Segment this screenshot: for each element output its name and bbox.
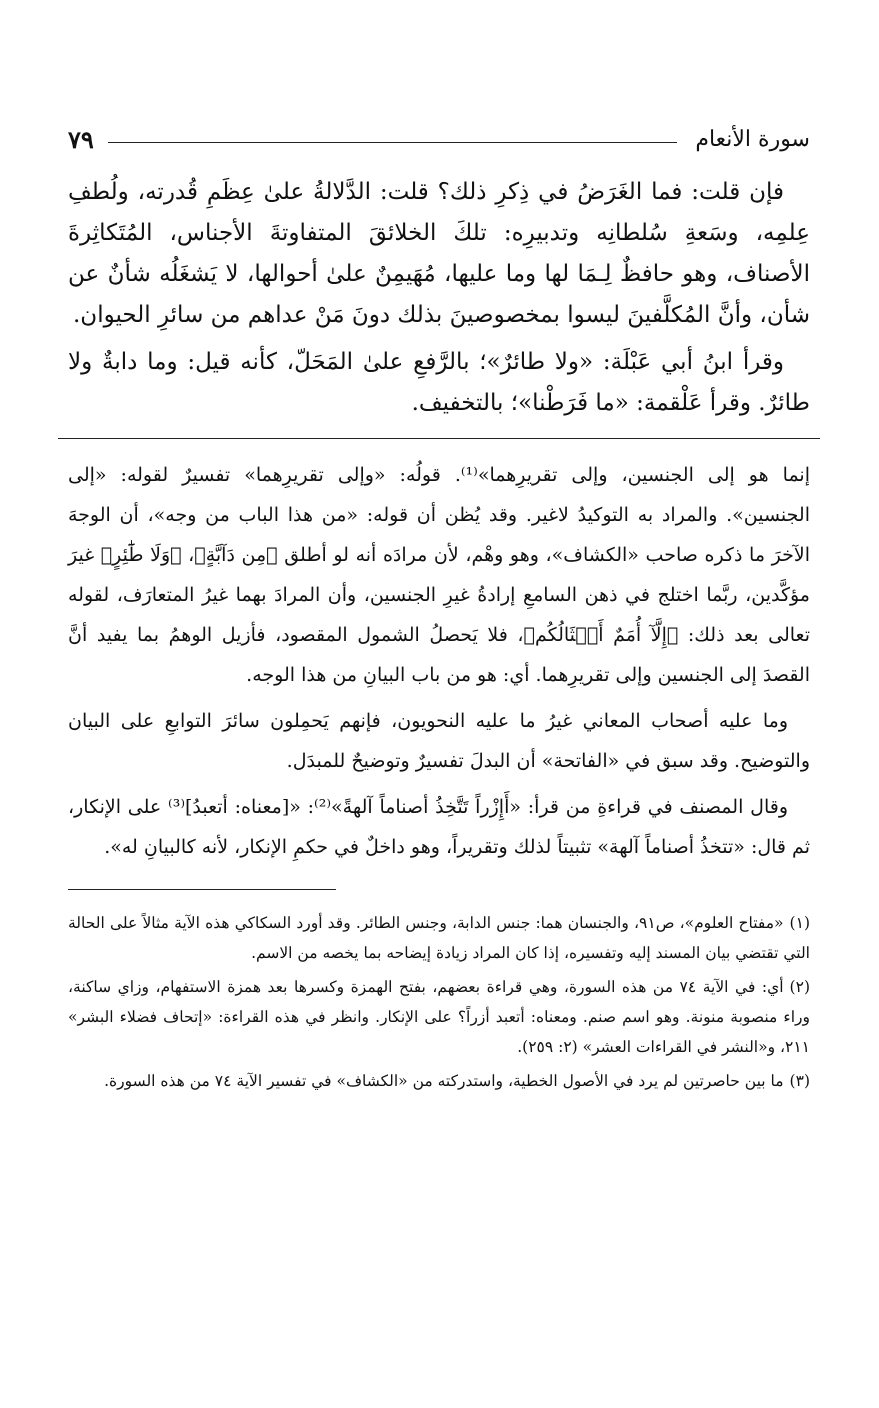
commentary-paragraph: وما عليه أصحاب المعاني غيرُ ما عليه النحويون، فإنهم يَحمِلون سائرَ التوابعِ على البيان والتوضيح. وقد سبق في «الفاتحة» أن البدلَ تفسيرٌ وتوضيحٌ للمبدَل. (68, 710, 810, 772)
surah-title: سورة الأنعام (695, 126, 810, 152)
commentary-paragraph: وقال المصنف في قراءةِ من قرأ: «أَإِزْراً تَتَّخِذُ أصناماً آلهةً»⁽²⁾: «[معناه: أتعبدُ]⁽³⁾ على الإنكار، ثم قال: «تتخذُ أصناماً آلهة» تثبيتاً لذلك وتقريراً، وهو داخلٌ في حكمِ الإنكار، لأنه كالبيانِ له». (68, 796, 810, 858)
footnote-text: «مفتاح العلوم»، ص٩١، والجنسان هما: جنس الدابة، وجنس الطائر. وقد أورد السكاكي هذه الآية مثالاً على الحالة التي تقتضي بيان المسند إليه وتفسيره، إذا كان المراد زيادة إيضاحه بما يخصه من الاسم. (68, 914, 810, 962)
text-commentary-separator (58, 438, 820, 439)
book-page (68, 118, 810, 1100)
header-rule (108, 142, 678, 143)
footnote-separator (68, 889, 336, 890)
main-text (68, 172, 810, 424)
page-number: ٧٩ (68, 124, 94, 154)
footnote-text: ما بين حاصرتين لم يرد في الأصول الخطية، واستدركته من «الكشاف» في تفسير الآية ٧٤ من هذه السورة. (104, 1072, 784, 1090)
main-paragraph: وقرأ ابنُ أبي عَبْلَة: «ولا طائرٌ»؛ بالرَّفعِ علىٰ المَحَلّ، كأنه قيل: وما دابةٌ ولا طائرٌ. وقرأ عَلْقمة: «ما فَرَطْنا»؛ بالتخفيف. (68, 349, 810, 416)
page-header (68, 118, 810, 160)
footnote-label: (١) (789, 914, 810, 932)
commentary (68, 455, 810, 867)
footnote-label: (٢) (789, 978, 810, 996)
footnote (68, 972, 810, 1062)
footnote (68, 1066, 810, 1096)
footnote-label: (٣) (789, 1072, 810, 1090)
footnote-text: أي: في الآية ٧٤ من هذه السورة، وهي قراءة بعضهم، بفتح الهمزة وكسرها بعد همزة الاستفهام، وزاي ساكنة، وراء منصوبة منونة. وهو اسم صنم. ومعناه: أتعبد أزراً؟ على الإنكار. وانظر في هذه القراءة: «إتحاف فضلاء البشر» ٢١١، و«النشر في القراءات العشر» (٢: ٢٥٩). (68, 978, 810, 1056)
commentary-paragraph: إنما هو إلى الجنسين، وإلى تقريرِهما»⁽¹⁾. قولُه: «وإلى تقريرِهما» تفسيرٌ لقوله: «إلى الجنسين». والمراد به التوكيدُ لاغير. وقد يُظن أن قوله: «من هذا الباب من وجه»، أن الوجهَ الآخرَ ما ذكره صاحب «الكشاف»، وهو وهْم، لأن مرادَه أنه لو أطلق ﴿مِن دَآبَّةٍ﴾، ﴿وَلَا طَٰٓئِرٍ﴾ غيرَ مؤكَّدين، ربَّما اختلج في ذهن السامعِ إرادةُ غيرِ الجنسين، وأن المرادَ بهما غيرُ المتعارَف، لقوله تعالى بعد ذلك: ﴿إِلَّآ أُمَمٌ أَمۡثَالُكُم﴾، فلا يَحصلُ الشمول المقصود، فأزيل الوهمُ بما يفيد أنَّ القصدَ إلى الجنسين وإلى تقريرِهما. أي: هو من باب البيانِ من هذا الوجه. (68, 464, 810, 686)
main-paragraph: فإن قلت: فما الغَرَضُ في ذِكرِ ذلك؟ قلت: الدَّلالةُ علىٰ عِظَمِ قُدرته، ولُطفِ عِلمِه، وسَعةِ سُلطانِه وتدبيرِه: تلكَ الخلائقَ المتفاوتةَ الأجناس، المُتَكاثِرةَ الأصناف، وهو حافظٌ لِـمَا لها وما عليها، مُهَيمِنٌ علىٰ أحوالها، لا يَشغَلُه شأنٌ عن شأن، وأنَّ المُكلَّفينَ ليسوا بمخصوصينَ بذلك دونَ مَنْ عداهم من سائرِ الحيوان. (68, 179, 810, 328)
footnotes (68, 908, 810, 1096)
footnote (68, 908, 810, 968)
